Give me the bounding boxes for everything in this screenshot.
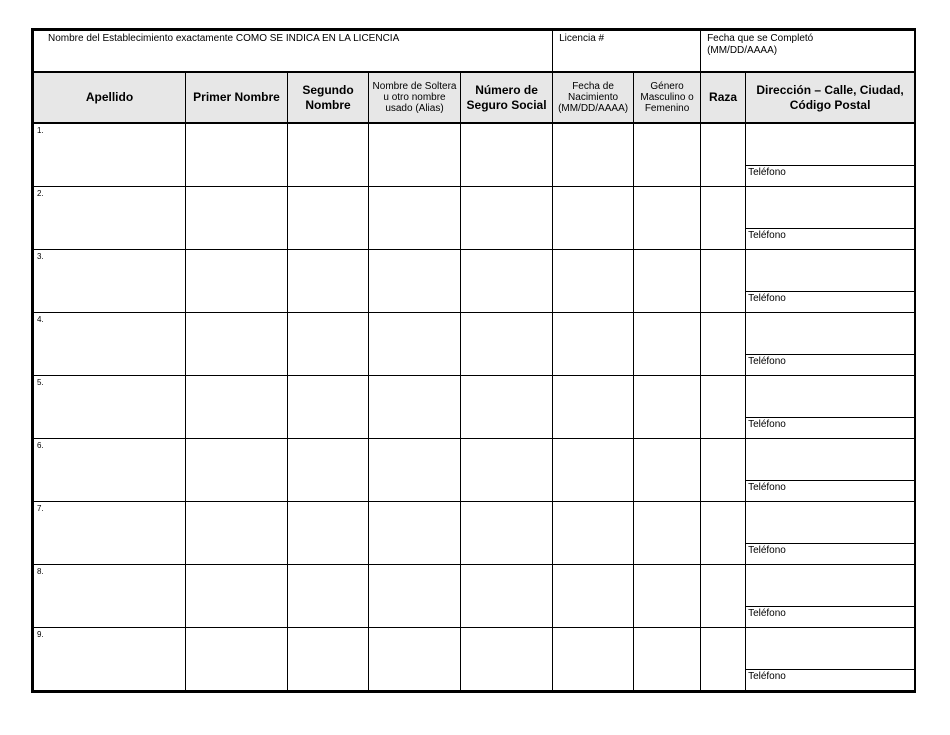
- phone-field[interactable]: [746, 292, 914, 312]
- row-number: 4.: [37, 315, 44, 324]
- header-ssn: Número de Seguro Social: [461, 72, 553, 123]
- row-number: 1.: [37, 126, 44, 135]
- phone-field[interactable]: [746, 166, 914, 186]
- table-row: [34, 187, 915, 250]
- first-name-cell[interactable]: [186, 123, 288, 187]
- address-field[interactable]: [746, 314, 914, 355]
- dob-cell[interactable]: [553, 502, 634, 565]
- last-name-cell[interactable]: [34, 439, 186, 502]
- first-name-cell[interactable]: [186, 187, 288, 250]
- table-row: [34, 439, 915, 502]
- address-cell[interactable]: [746, 250, 915, 313]
- first-name-cell[interactable]: [186, 565, 288, 628]
- phone-field[interactable]: [746, 229, 914, 249]
- second-name-cell[interactable]: [288, 502, 369, 565]
- establishment-label: Nombre del Establecimiento exactamente COMO SE INDICA EN LA LICENCIA: [48, 33, 400, 44]
- ssn-cell[interactable]: [461, 565, 553, 628]
- header-row: [34, 72, 915, 123]
- phone-field[interactable]: [746, 670, 914, 690]
- table-row: [34, 250, 915, 313]
- dob-cell[interactable]: [553, 439, 634, 502]
- license-label: Licencia #: [559, 33, 605, 44]
- race-cell[interactable]: [701, 187, 746, 250]
- address-cell[interactable]: [746, 376, 915, 439]
- first-name-cell[interactable]: [186, 439, 288, 502]
- address-cell[interactable]: [746, 565, 915, 628]
- phone-field[interactable]: [746, 544, 914, 564]
- ssn-cell[interactable]: [461, 439, 553, 502]
- address-field[interactable]: [746, 566, 914, 607]
- alias-cell[interactable]: [369, 313, 461, 376]
- address-field[interactable]: [746, 377, 914, 418]
- dob-cell[interactable]: [553, 123, 634, 187]
- address-field[interactable]: [746, 503, 914, 544]
- phone-label: Teléfono: [748, 545, 786, 556]
- phone-label: Teléfono: [748, 482, 786, 493]
- address-cell[interactable]: [746, 313, 915, 376]
- phone-label: Teléfono: [748, 608, 786, 619]
- alias-cell[interactable]: [369, 376, 461, 439]
- last-name-cell[interactable]: [34, 250, 186, 313]
- gender-cell[interactable]: [634, 565, 701, 628]
- second-name-cell[interactable]: [288, 187, 369, 250]
- gender-cell[interactable]: [634, 376, 701, 439]
- header-dob: Fecha de Nacimiento (MM/DD/AAAA): [553, 72, 634, 123]
- race-cell[interactable]: [701, 313, 746, 376]
- gender-cell[interactable]: [634, 123, 701, 187]
- gender-cell[interactable]: [634, 250, 701, 313]
- last-name-cell[interactable]: [34, 123, 186, 187]
- race-cell[interactable]: [701, 376, 746, 439]
- race-cell[interactable]: [701, 502, 746, 565]
- data-rows: [34, 123, 915, 691]
- ssn-cell[interactable]: [461, 313, 553, 376]
- last-name-cell[interactable]: [34, 565, 186, 628]
- ssn-cell[interactable]: [461, 123, 553, 187]
- row-number: 5.: [37, 378, 44, 387]
- phone-label: Teléfono: [748, 671, 786, 682]
- establishment-name-field[interactable]: [34, 31, 553, 73]
- second-name-cell[interactable]: [288, 376, 369, 439]
- header-second-name: Segundo Nombre: [288, 72, 369, 123]
- gender-cell[interactable]: [634, 628, 701, 691]
- race-cell[interactable]: [701, 250, 746, 313]
- table-row: [34, 502, 915, 565]
- alias-cell[interactable]: [369, 439, 461, 502]
- date-label-line1: Fecha que se Completó: [707, 33, 814, 44]
- address-cell[interactable]: [746, 187, 915, 250]
- alias-cell[interactable]: [369, 502, 461, 565]
- header-first-name: Primer Nombre: [186, 72, 288, 123]
- ssn-cell[interactable]: [461, 376, 553, 439]
- gender-cell[interactable]: [634, 187, 701, 250]
- phone-label: Teléfono: [748, 167, 786, 178]
- race-cell[interactable]: [701, 628, 746, 691]
- row-number: 3.: [37, 252, 44, 261]
- table-row: [34, 313, 915, 376]
- phone-field[interactable]: [746, 607, 914, 627]
- alias-cell[interactable]: [369, 250, 461, 313]
- phone-label: Teléfono: [748, 230, 786, 241]
- ssn-cell[interactable]: [461, 502, 553, 565]
- address-cell[interactable]: [746, 439, 915, 502]
- alias-cell[interactable]: [369, 187, 461, 250]
- dob-cell[interactable]: [553, 313, 634, 376]
- row-number: 6.: [37, 441, 44, 450]
- first-name-cell[interactable]: [186, 376, 288, 439]
- dob-cell[interactable]: [553, 565, 634, 628]
- alias-cell[interactable]: [369, 628, 461, 691]
- row-number: 9.: [37, 630, 44, 639]
- dob-cell[interactable]: [553, 628, 634, 691]
- alias-cell[interactable]: [369, 565, 461, 628]
- row-number: 2.: [37, 189, 44, 198]
- race-cell[interactable]: [701, 565, 746, 628]
- second-name-cell[interactable]: [288, 439, 369, 502]
- ssn-cell[interactable]: [461, 628, 553, 691]
- address-cell[interactable]: [746, 502, 915, 565]
- gender-cell[interactable]: [634, 439, 701, 502]
- alias-cell[interactable]: [369, 123, 461, 187]
- license-number-field[interactable]: [553, 31, 701, 73]
- last-name-cell[interactable]: [34, 313, 186, 376]
- second-name-cell[interactable]: [288, 250, 369, 313]
- last-name-cell[interactable]: [34, 187, 186, 250]
- first-name-cell[interactable]: [186, 628, 288, 691]
- phone-label: Teléfono: [748, 356, 786, 367]
- address-field[interactable]: [746, 125, 914, 166]
- second-name-cell[interactable]: [288, 628, 369, 691]
- race-cell[interactable]: [701, 439, 746, 502]
- ssn-cell[interactable]: [461, 250, 553, 313]
- header-last-name: Apellido: [34, 72, 186, 123]
- address-field[interactable]: [746, 251, 914, 292]
- address-cell[interactable]: [746, 123, 915, 187]
- gender-cell[interactable]: [634, 502, 701, 565]
- header-alias: Nombre de Soltera u otro nombre usado (Alias): [369, 72, 461, 123]
- dob-cell[interactable]: [553, 187, 634, 250]
- address-field[interactable]: [746, 440, 914, 481]
- address-field[interactable]: [746, 188, 914, 229]
- employee-list-form: [31, 28, 916, 693]
- completion-date-field[interactable]: [701, 31, 915, 73]
- second-name-cell[interactable]: [288, 123, 369, 187]
- second-name-cell[interactable]: [288, 313, 369, 376]
- dob-cell[interactable]: [553, 376, 634, 439]
- table-row: [34, 565, 915, 628]
- row-number: 7.: [37, 504, 44, 513]
- phone-label: Teléfono: [748, 293, 786, 304]
- phone-field[interactable]: [746, 418, 914, 438]
- table-row: [34, 376, 915, 439]
- header-race: Raza: [701, 72, 746, 123]
- phone-field[interactable]: [746, 355, 914, 375]
- table-row: [34, 123, 915, 187]
- phone-field[interactable]: [746, 481, 914, 501]
- phone-label: Teléfono: [748, 419, 786, 430]
- ssn-cell[interactable]: [461, 187, 553, 250]
- form-table: [33, 30, 915, 691]
- address-field[interactable]: [746, 629, 914, 670]
- second-name-cell[interactable]: [288, 565, 369, 628]
- header-gender: Género Masculino o Femenino: [634, 72, 701, 123]
- row-number: 8.: [37, 567, 44, 576]
- table-row: [34, 628, 915, 691]
- last-name-cell[interactable]: [34, 628, 186, 691]
- info-row: [34, 31, 915, 73]
- last-name-cell[interactable]: [34, 376, 186, 439]
- first-name-cell[interactable]: [186, 250, 288, 313]
- dob-cell[interactable]: [553, 250, 634, 313]
- header-address: Dirección – Calle, Ciudad, Código Postal: [746, 72, 915, 123]
- first-name-cell[interactable]: [186, 502, 288, 565]
- first-name-cell[interactable]: [186, 313, 288, 376]
- gender-cell[interactable]: [634, 313, 701, 376]
- date-label-line2: (MM/DD/AAAA): [707, 45, 778, 56]
- last-name-cell[interactable]: [34, 502, 186, 565]
- race-cell[interactable]: [701, 123, 746, 187]
- address-cell[interactable]: [746, 628, 915, 691]
